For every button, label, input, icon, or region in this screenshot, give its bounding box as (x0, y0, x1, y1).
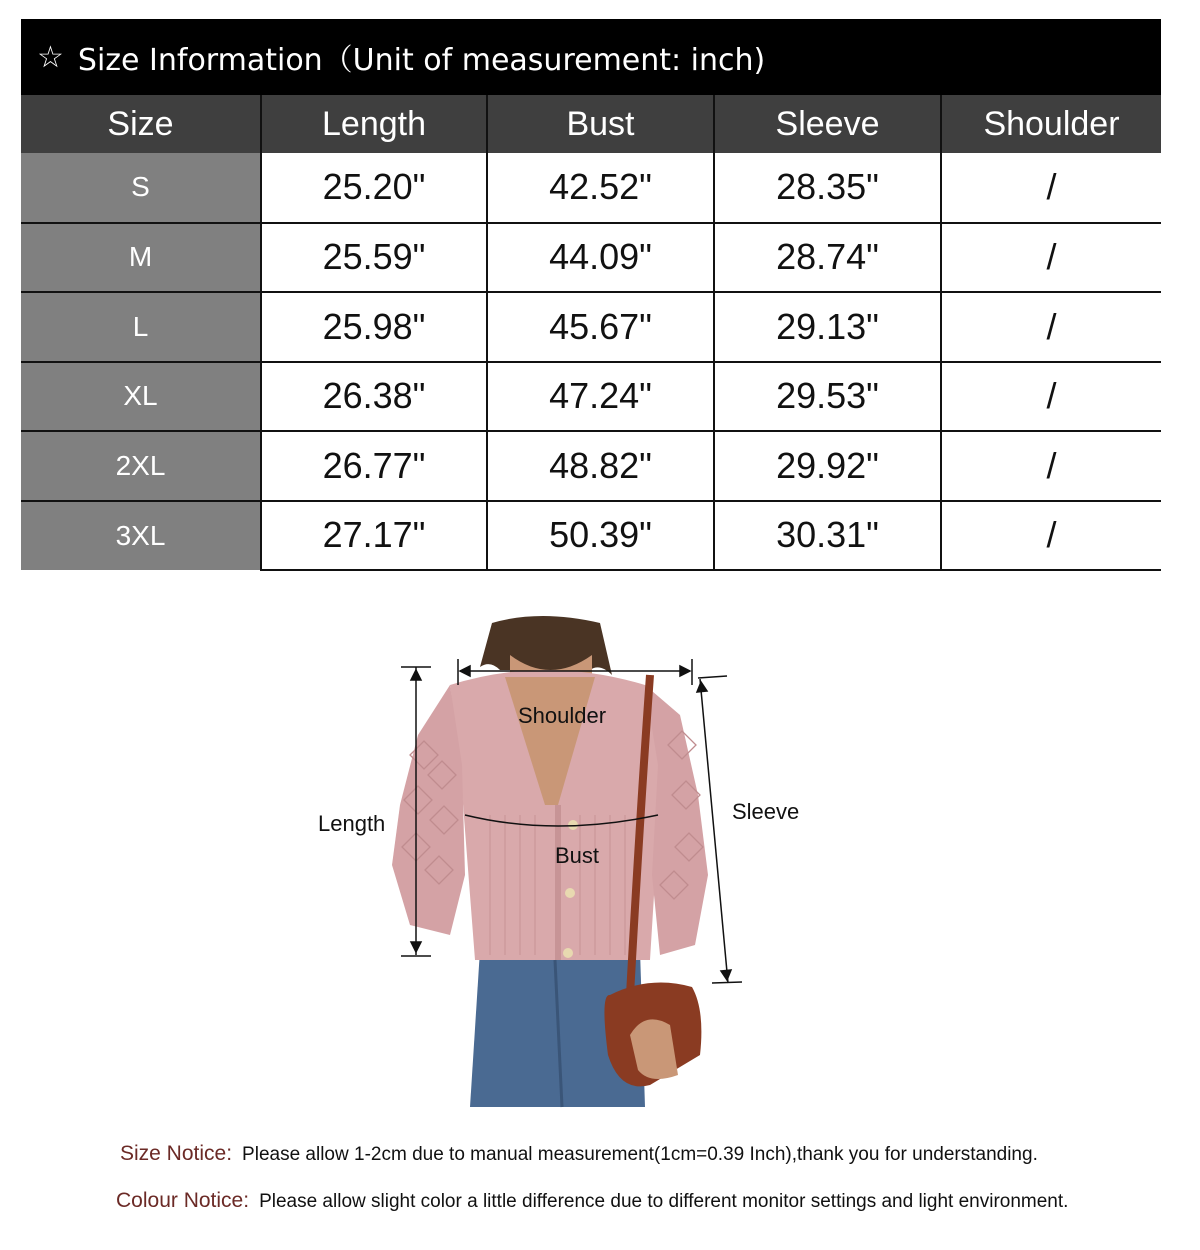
shoulder-cell: / (941, 292, 1161, 362)
table-row (21, 501, 1161, 571)
table-row (21, 431, 1161, 501)
header-size: Size (21, 95, 261, 153)
header-length: Length (261, 95, 487, 153)
length-cell: 26.77" (261, 431, 487, 501)
measurement-illustration (300, 615, 860, 1115)
table-row (21, 223, 1161, 293)
colour-notice-text: Please allow slight color a little difference due to different monitor settings and light environment. (259, 1191, 1069, 1212)
shoulder-label: Shoulder (518, 703, 607, 728)
sleeve-cell: 29.53" (714, 362, 941, 432)
header-shoulder: Shoulder (941, 95, 1161, 153)
header-bust: Bust (487, 95, 714, 153)
colour-notice (116, 1189, 1068, 1213)
size-notice-text: Please allow 1-2cm due to manual measurement(1cm=0.39 Inch),thank you for understanding. (242, 1144, 1038, 1165)
header-sleeve: Sleeve (714, 95, 941, 153)
bust-cell: 47.24" (487, 362, 714, 432)
size-info-title: Size Information（Unit of measurement: inch) (77, 43, 766, 78)
sleeve-label: Sleeve (732, 799, 800, 824)
bust-cell: 45.67" (487, 292, 714, 362)
length-cell: 27.17" (261, 501, 487, 571)
size-cell: S (21, 153, 261, 223)
size-cell: L (21, 292, 261, 362)
table-row (21, 362, 1161, 432)
shoulder-cell: / (941, 223, 1161, 293)
size-info-title-bar (21, 19, 1161, 95)
bust-cell: 50.39" (487, 501, 714, 571)
sleeve-cell: 30.31" (714, 501, 941, 571)
table-row (21, 153, 1161, 223)
length-cell: 25.20" (261, 153, 487, 223)
size-table (21, 95, 1161, 571)
size-notice-label: Size Notice: (120, 1142, 233, 1165)
shoulder-cell: / (941, 501, 1161, 571)
sleeve-cell: 28.35" (714, 153, 941, 223)
bust-cell: 48.82" (487, 431, 714, 501)
sleeve-cell: 29.92" (714, 431, 941, 501)
bust-cell: 44.09" (487, 223, 714, 293)
length-label: Length (318, 811, 386, 836)
shoulder-cell: / (941, 153, 1161, 223)
size-cell: 2XL (21, 431, 261, 501)
sleeve-cell: 29.13" (714, 292, 941, 362)
table-header-row (21, 95, 1161, 153)
table-row (21, 292, 1161, 362)
shoulder-cell: / (941, 431, 1161, 501)
length-cell: 26.38" (261, 362, 487, 432)
bust-label: Bust (555, 843, 600, 868)
size-cell: XL (21, 362, 261, 432)
length-cell: 25.59" (261, 223, 487, 293)
length-cell: 25.98" (261, 292, 487, 362)
size-cell: 3XL (21, 501, 261, 571)
shoulder-cell: / (941, 362, 1161, 432)
size-notice (120, 1142, 1038, 1166)
colour-notice-label: Colour Notice: (116, 1189, 250, 1212)
bust-cell: 42.52" (487, 153, 714, 223)
sleeve-cell: 28.74" (714, 223, 941, 293)
size-cell: M (21, 223, 261, 293)
star-outline-icon: ☆ (37, 39, 64, 75)
